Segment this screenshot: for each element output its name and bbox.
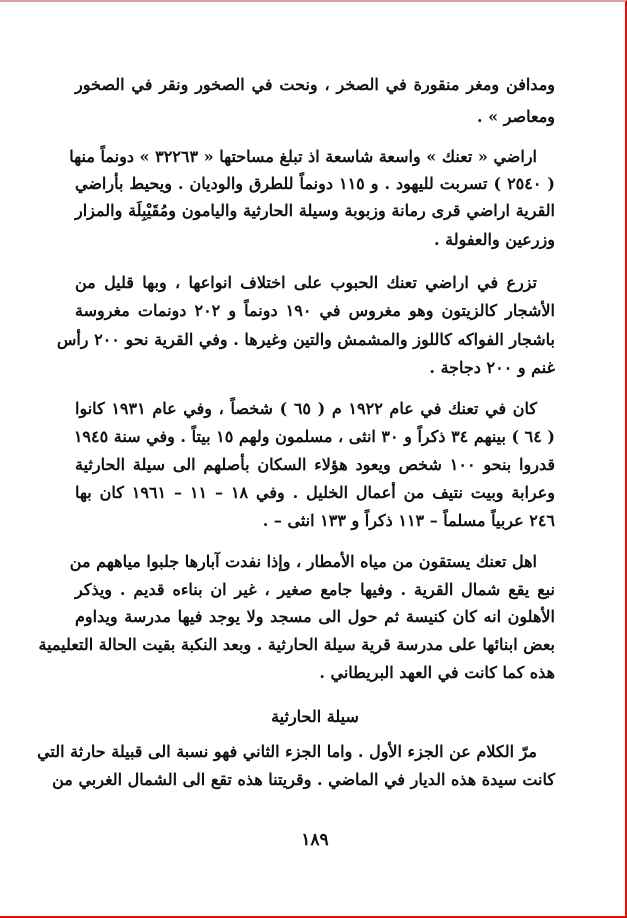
text-line: وعرابة وبيت نتيف من أعمال الخليل . وفي ١٨ – ١١ – ١٩٦١ كان بها — [75, 483, 556, 502]
text-line: ومدافن ومغر منقورة في الصخر ، ونحت في الصخور ونقر في الصخور — [75, 75, 555, 94]
text-line: كانت سيدة هذه الديار في الماضي . وقريتنا هذه تقع الى الشمال الغربي من — [52, 770, 555, 789]
text-line: الأشجار كالزيتون وهو مغروس في ١٩٠ دونماً و ٢٠٢ دونمات مغروسة — [75, 301, 555, 320]
text-line: بعض ابنائها على مدرسة قرية سيلة الحارثية . وبعد النكبة بقيت الحالة التعليمية — [38, 635, 555, 654]
text-line: اهل تعنك يستقون من مياه الأمطار ، وإذا نفدت آبارها جلبوا مياههم من — [69, 552, 537, 571]
text-line: مرّ الكلام عن الجزء الأول . واما الجزء الثاني فهو نسبة الى قبيلة حارثة التي — [37, 742, 537, 761]
section-heading: سيلة الحارثية — [271, 707, 359, 726]
text-line: وزرعين والعفولة . — [433, 230, 555, 249]
text-line: ( ٦٤ ) بينهم ٣٤ ذكراً و ٣٠ انثى ، مسلمون ولهم ١٥ بيتاً . وفي سنة ١٩٤٥ — [73, 427, 555, 446]
text-line: غنم و ٢٠٠ دجاجة . — [429, 358, 555, 377]
text-line: اراضي « تعنك » واسعة شاسعة اذ تبلغ مساحتها « ٣٢٢٦٣ » دونماً منها — [69, 147, 537, 166]
text-line: ( ٢٥٤٠ ) تسربت لليهود . و ١١٥ دونماً للطرق والوديان . ويحيط بأراضي — [75, 174, 556, 193]
text-line: القرية اراضي قرى رمانة وزبوبة وسيلة الحارثية واليامون ومُقَيْبِلَة والمزار — [75, 201, 555, 220]
document-page — [37, 0, 556, 916]
text-line: ومعاصر » . — [476, 107, 555, 126]
text-line: الأهلون انه كان كنيسة ثم حول الى مسجد ولا يوجد فيها مدرسة ويداوم — [75, 607, 555, 626]
text-line: كان في تعنك في عام ١٩٢٢ م ( ٦٥ ) شخصاً ، وفي عام ١٩٣١ كانوا — [75, 399, 538, 418]
text-line: هذه كما كانت في العهد البريطاني . — [319, 663, 555, 682]
page-number: ١٨٩ — [301, 830, 329, 850]
text-line: باشجار الفواكه كاللوز والمشمش والتين وغيرها . وفي القرية نحو ٢٠٠ رأس — [56, 330, 555, 349]
text-line: تزرع في اراضي تعنك الحبوب على اختلاف انواعها ، وبها قليل من — [75, 273, 537, 292]
text-line: قدروا بنحو ١٠٠ شخص ويعود هؤلاء السكان بأصلهم الى سيلة الحارثية — [75, 455, 556, 474]
text-line: نبع يقع شمال القرية . وفيها جامع صغير ، غير ان بناءه قديم . ويذكر — [75, 580, 555, 599]
text-line: ٢٤٦ عربياً مسلماً – ١١٣ ذكراً و ١٣٣ انثى – . — [262, 511, 555, 530]
